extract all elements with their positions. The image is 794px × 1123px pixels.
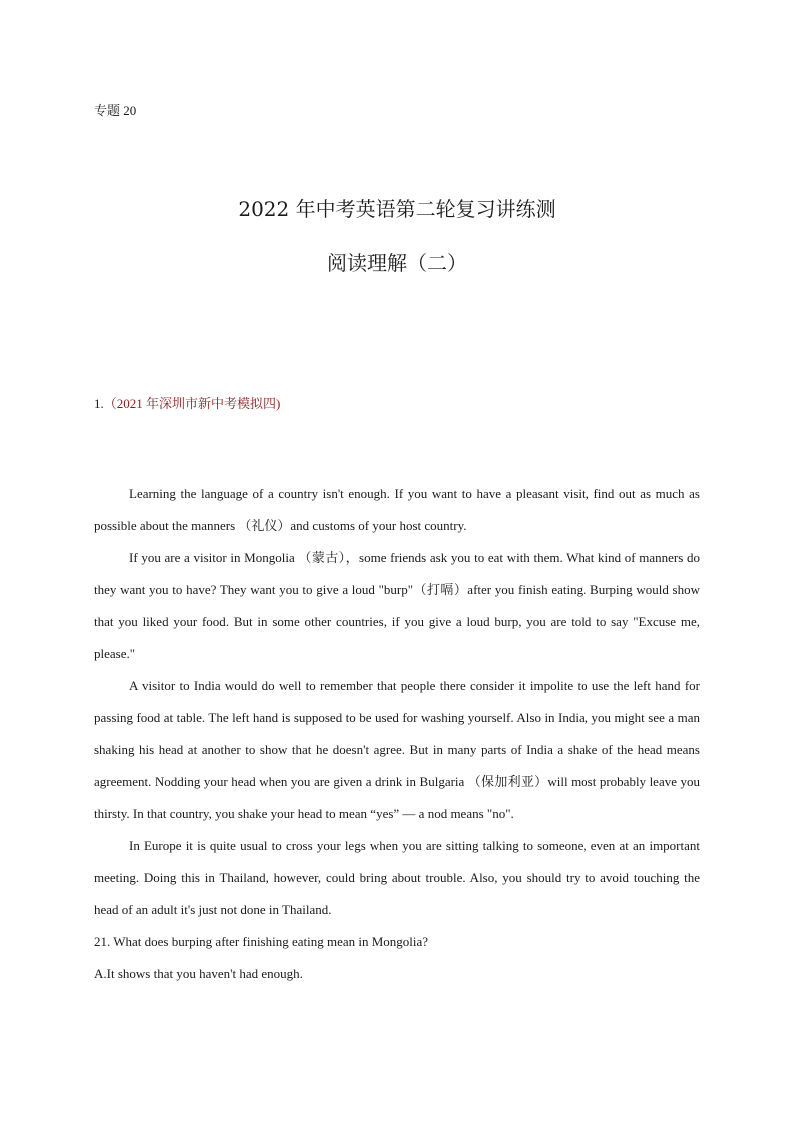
question-text: 21. What does burping after finishing eating mean in Mongolia?: [94, 934, 429, 949]
document-title: 2022 年中考英语第二轮复习讲练测: [238, 197, 556, 221]
passage-paragraph: If you are a visitor in Mongolia （蒙古），some friends ask you to eat with them. What kind of manners do they want you to have? They want you to give a loud "burp"（打嗝）after you finish eating. Burping would show that you liked your food. But in some other countries, if you give a loud burp, you are told to say "Excuse me, please.": [94, 550, 700, 661]
answer-option-a: A.It shows that you haven't had enough.: [94, 966, 303, 981]
passage-body: [94, 478, 700, 990]
question-heading: [94, 395, 280, 413]
question-source: （2021 年深圳市新中考模拟四): [103, 396, 281, 411]
document-subtitle: 阅读理解（二）: [327, 251, 467, 275]
passage-paragraph: Learning the language of a country isn't enough. If you want to have a pleasant visit, find out as much as possible about the manners （礼仪）and customs of your host country.: [94, 486, 700, 533]
question-number: 1.: [94, 396, 104, 411]
passage-paragraph: A visitor to India would do well to remember that people there consider it impolite to use the left hand for passing food at table. The left hand is supposed to be used for washing yourself. Also in India, you might see a man shaking his head at another to show that he doesn't agree. But in many parts of India a shake of the head means agreement. Nodding your head when you are given a drink in Bulgaria （保加利亚）will most probably leave you thirsty. In that country, you shake your head to mean “yes” — a nod means "no".: [94, 678, 700, 821]
topic-label: 专题 20: [94, 103, 137, 118]
passage-paragraph: In Europe it is quite usual to cross your legs when you are sitting talking to someone, even at an important meeting. Doing this in Thailand, however, could bring about trouble. Also, you should try to avoid touching the head of an adult it's just not done in Thailand.: [94, 838, 700, 917]
